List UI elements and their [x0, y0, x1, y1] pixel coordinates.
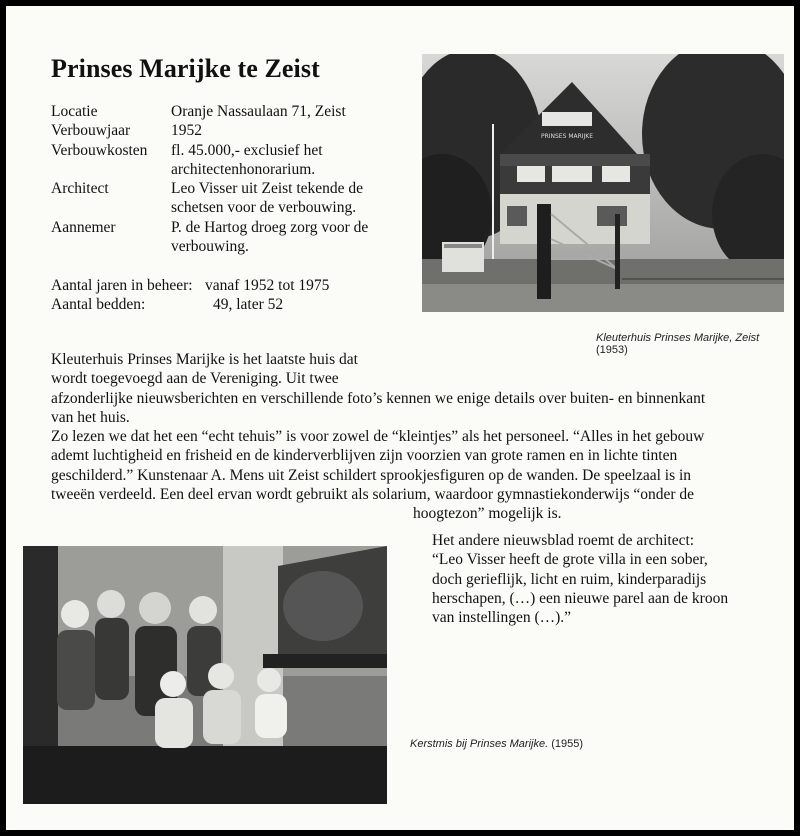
- body-line: wordt toegevoegd aan de Vereniging. Uit twee: [51, 370, 339, 388]
- stats-table: [51, 276, 329, 315]
- body-line: “Leo Visser heeft de grote villa in een sober,: [432, 551, 708, 569]
- stats-label: Aantal jaren in beheer:: [51, 277, 193, 294]
- stats-value: 49, later 52: [213, 296, 284, 314]
- info-label: Verbouwjaar: [51, 122, 131, 140]
- stats-row-years: [51, 276, 329, 295]
- children-photo: [23, 546, 387, 804]
- info-row-architect: [51, 179, 401, 218]
- info-row-location: [51, 102, 401, 121]
- body-line: van instellingen (…).”: [432, 609, 572, 627]
- children-photo-image: [23, 546, 387, 804]
- info-row-contractor: [51, 218, 401, 257]
- info-value: Oranje Nassaulaan 71, Zeist: [171, 103, 346, 120]
- body-line: ademt luchtigheid en frisheid en de kinderverblijven zijn voorzien van grote ramen en in lichte tinten: [51, 447, 678, 465]
- caption-year: (1953): [596, 344, 628, 356]
- info-value: P. de Hartog droeg zorg voor de verbouwing.: [171, 218, 369, 256]
- info-row-cost: [51, 141, 401, 180]
- stats-row-beds: [51, 295, 329, 314]
- info-value: 1952: [171, 122, 202, 140]
- page: [6, 6, 794, 830]
- info-row-year: [51, 121, 401, 140]
- caption-title: Kleuterhuis Prinses Marijke, Zeist: [596, 332, 760, 344]
- info-label: Verbouwkosten: [51, 141, 148, 159]
- building-photo: [422, 54, 784, 312]
- info-value: Leo Visser uit Zeist tekende de schetsen voor de verbouwing.: [171, 180, 364, 217]
- body-line: afzonderlijke nieuwsberichten en verschillende foto’s kennen we enige details over buiten- en binnenkant: [51, 389, 706, 407]
- info-value: fl. 45.000,- exclusief het architectenhonorarium.: [171, 141, 323, 178]
- caption-year: (1955): [551, 738, 583, 750]
- body-line: tweeën verdeeld. Een deel ervan wordt gebruikt als solarium, waardoor gymnastiekonderwijs “onder de: [51, 486, 695, 504]
- house-sign: PRINSES MARIJKE: [540, 133, 594, 140]
- info-label: Locatie: [51, 103, 98, 120]
- info-table: [51, 102, 401, 256]
- body-line: Het andere nieuwsblad roemt de architect:: [432, 532, 695, 549]
- body-line: Zo lezen we dat het een “echt tehuis” is voor zowel de “kleintjes” als het personeel. “Alles in het gebouw: [51, 428, 705, 446]
- quote-text: [432, 531, 772, 627]
- building-photo-image: [422, 54, 784, 312]
- stats-value: vanaf 1952 tot 1975: [205, 277, 330, 294]
- body-line: herschapen, (…) een nieuwe parel aan de kroon: [432, 589, 729, 607]
- body-line: doch gerieflijk, licht en ruim, kinderparadijs: [432, 570, 707, 588]
- info-label: Aannemer: [51, 218, 116, 236]
- caption-title: Kerstmis bij Prinses Marijke.: [410, 738, 549, 750]
- body-line: van het huis.: [51, 408, 130, 426]
- body-line: Kleuterhuis Prinses Marijke is het laatste huis dat: [51, 351, 358, 368]
- children-photo-caption: [410, 738, 583, 750]
- body-line: geschilderd.” Kunstenaar A. Mens uit Zeist schildert sprookjesfiguren op de wanden. De speelzaal is in: [51, 466, 692, 484]
- body-text: [51, 350, 771, 524]
- stats-label: Aantal bedden:: [51, 296, 146, 314]
- info-label: Architect: [51, 180, 109, 198]
- body-line: hoogtezon” mogelijk is.: [413, 505, 562, 523]
- page-title: Prinses Marijke te Zeist: [51, 54, 320, 83]
